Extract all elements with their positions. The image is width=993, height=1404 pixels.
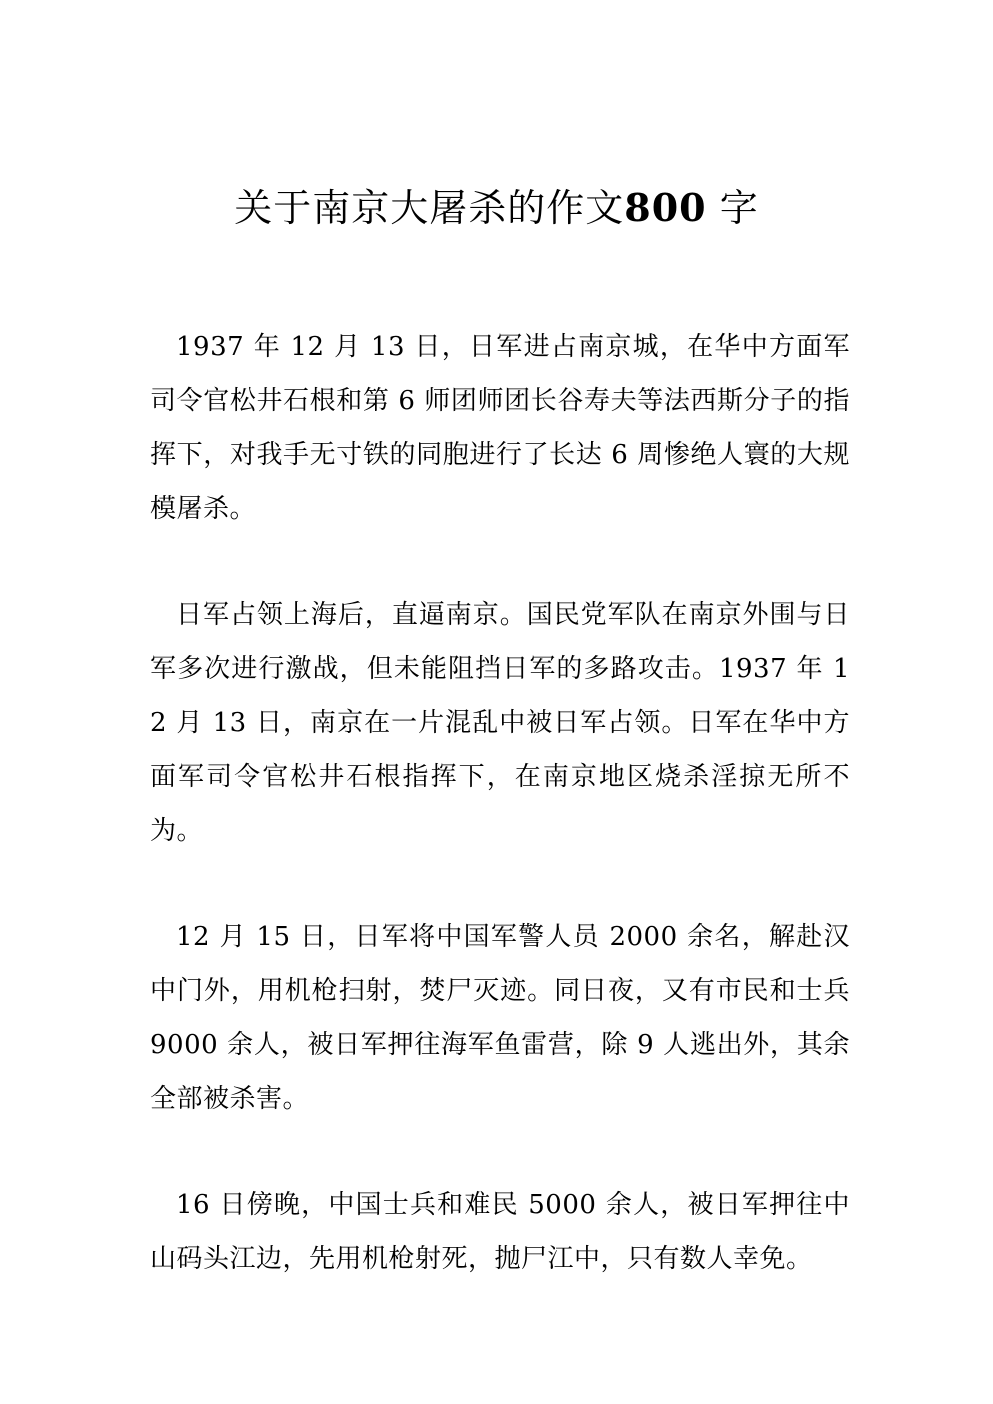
paragraph-4: 16 日傍晚，中国士兵和难民 5000 余人，被日军押往中山码头江边，先用机枪射死，抛尸江中，只有数人幸免。 [150, 1190, 850, 1274]
document-body [150, 320, 850, 1338]
paragraph-2: 日军占领上海后，直逼南京。国民党军队在南京外围与日军多次进行激战，但未能阻挡日军的多路攻击。1937 年 12 月 13 日，南京在一片混乱中被日军占领。日军在华中方面军司令官松井石根指挥下，在南京地区烧杀淫掠无所不为。 [150, 600, 850, 846]
title-text: 关于南京大屠杀的作文 [234, 186, 625, 230]
document-title [0, 180, 993, 236]
title-suffix: 字 [719, 186, 759, 230]
paragraph-3: 12 月 15 日，日军将中国军警人员 2000 余名，解赴汉中门外，用机枪扫射，焚尸灭迹。同日夜，又有市民和士兵 9000 余人，被日军押往海军鱼雷营，除 9 人逃出外，其余全部被杀害。 [150, 922, 850, 1114]
paragraph-1: 1937 年 12 月 13 日，日军进占南京城，在华中方面军司令官松井石根和第 6 师团师团长谷寿夫等法西斯分子的指挥下，对我手无寸铁的同胞进行了长达 6 周惨绝人寰的大规模屠杀。 [150, 332, 850, 524]
title-number: 800 [624, 185, 707, 230]
